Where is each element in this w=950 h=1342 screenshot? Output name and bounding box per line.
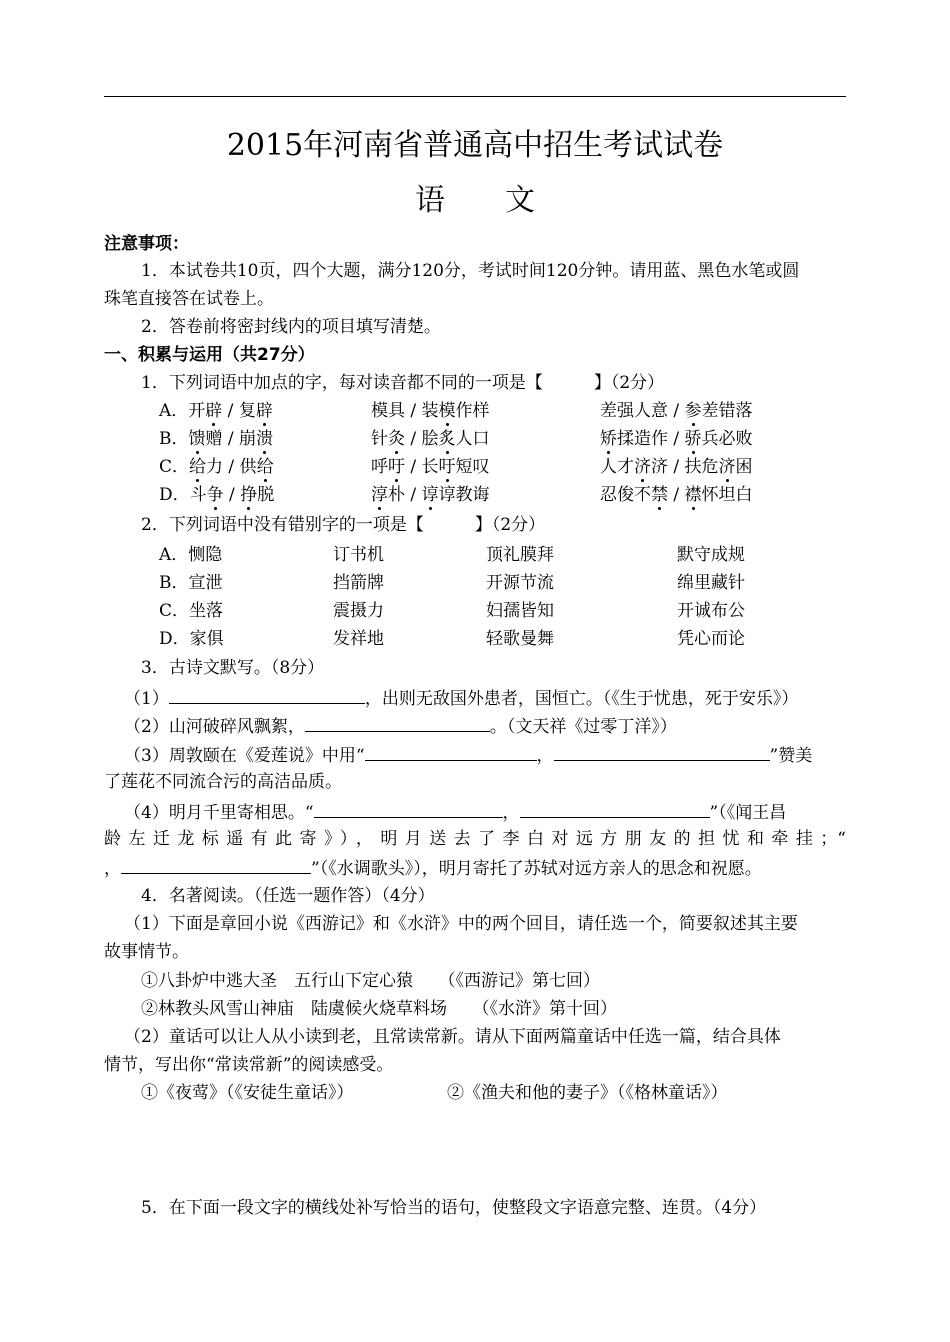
q3-stem: 3．古诗文默写。（8分） — [141, 658, 325, 678]
notice-heading: 注意事项： — [104, 234, 189, 254]
q4-chapter-2: ②林教头风雪山神庙 陆虞候火烧草料场 （《水浒》第十回） — [141, 999, 617, 1019]
q4-part-1: （1）下面是章回小说《西游记》和《水浒》中的两个回目，请任选一个，简要叙述其主要 — [124, 914, 798, 934]
q2-option-d: D．家俱 发祥地 轻歌曼舞 凭心而论 — [159, 629, 745, 649]
q1-option-d: D．斗争 / 挣脱 淳朴 / 谆谆教诲 忍俊不禁 / 襟怀坦白 — [159, 485, 753, 505]
answer-blank[interactable] — [305, 713, 490, 732]
q4-option-2: ②《渔夫和他的妻子》（《格林童话》） — [447, 1083, 728, 1103]
q1-stem: 1．下列词语中加点的字，每对读音都不同的一项是【 】（2分） — [141, 373, 665, 393]
q2-stem: 2．下列词语中没有错别字的一项是【 】（2分） — [141, 515, 546, 535]
q4-chapter-1: ①八卦炉中逃大圣 五行山下定心猿 （《西游记》第七回） — [141, 971, 600, 991]
answer-blank[interactable] — [554, 742, 770, 761]
q3-part-4-cont: 龄左迁龙标遥有此寄》），明月送去了李白对远方朋友的担忧和牵挂；“ — [104, 829, 846, 849]
notice-item-1-cont: 珠笔直接答在试卷上。 — [104, 289, 274, 309]
q4-part-2: （2）童话可以让人从小读到老，且常读常新。请从下面两篇童话中任选一篇，结合具体 — [124, 1027, 781, 1047]
q4-stem: 4．名著阅读。（任选一题作答）（4分） — [141, 886, 435, 906]
top-rule — [104, 96, 846, 97]
notice-item-2: 2．答卷前将密封线内的项目填写清楚。 — [141, 317, 441, 337]
q1-option-c: C．给力 / 供给 呼吁 / 长吁短叹 人才济济 / 扶危济困 — [159, 457, 753, 477]
q5-stem: 5．在下面一段文字的横线处补写恰当的语句，使整段文字语意完整、连贯。（4分） — [141, 1198, 767, 1218]
q4-fairy-tales — [141, 1081, 846, 1105]
answer-blank[interactable] — [169, 685, 365, 704]
q3-part-1: （1） ，出则无敌国外患者，国恒亡。（《生于忧患，死于安乐》） — [124, 685, 846, 711]
answer-blank[interactable] — [365, 742, 537, 761]
q4-option-1: ①《夜莺》（《安徒生童话》） — [141, 1083, 354, 1103]
q3-part-2: （2）山河破碎风飘絮， 。（文天祥《过零丁洋》） — [124, 713, 846, 739]
q3-part-3-cont: 了莲花不同流合污的高洁品质。 — [104, 772, 342, 792]
q3-part-3: （3）周敦颐在《爱莲说》中用“ ， ”赞美 — [124, 742, 846, 768]
q1-option-b: B．馈赠 / 崩溃 针灸 / 脍炙人口 矫揉造作 / 骄兵必败 — [159, 429, 753, 449]
q3-part-4: （4）明月千里寄相思。“ ， ”（《闻王昌 — [124, 799, 846, 825]
answer-blank[interactable] — [314, 799, 503, 818]
q4-part-1-cont: 故事情节。 — [104, 942, 189, 962]
section-1-heading: 一、积累与运用（共27分） — [104, 345, 315, 365]
exam-title: 2015年河南省普通高中招生考试试卷 — [226, 128, 724, 163]
answer-blank[interactable] — [121, 855, 311, 874]
q2-option-c: C．坐落 震摄力 妇孺皆知 开诚布公 — [159, 601, 745, 621]
q4-part-2-cont: 情节，写出你“常读常新”的阅读感受。 — [104, 1055, 394, 1075]
q2-option-a: A．恻隐 订书机 顶礼膜拜 默守成规 — [159, 545, 745, 565]
notice-item-1: 1．本试卷共10页，四个大题，满分120分，考试时间120分钟。请用蓝、黑色水笔或圆 — [141, 261, 800, 281]
q2-option-b: B．宣泄 挡箭牌 开源节流 绵里藏针 — [159, 573, 745, 593]
q1-option-a: A．开辟 / 复辟 模具 / 装模作样 差强人意 / 参差错落 — [159, 401, 753, 421]
q3-part-4-cont-2: ， ”（《水调歌头》），明月寄托了苏轼对远方亲人的思念和祝愿。 — [104, 855, 846, 881]
subject-title: 语文 — [415, 183, 595, 218]
answer-blank[interactable] — [520, 799, 710, 818]
